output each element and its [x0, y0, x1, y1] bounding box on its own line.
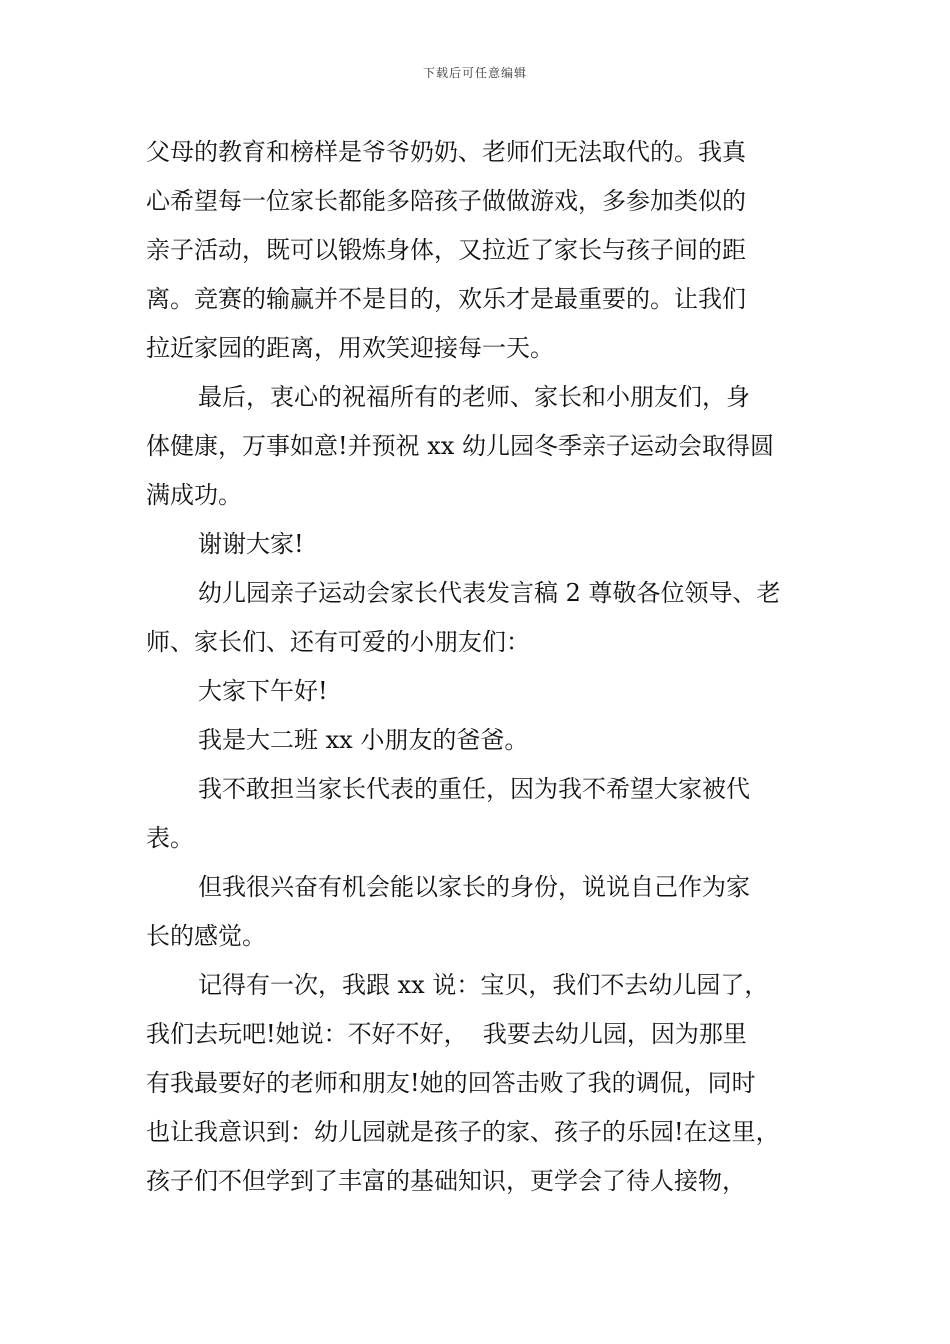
text-line: 长的感觉。 — [146, 922, 266, 950]
text-line: 幼儿园亲子运动会家长代表发言稿 2 尊敬各位领导、老 — [198, 579, 781, 607]
text-line: 亲子活动，既可以锻炼身体，又拉近了家长与孩子间的距 — [146, 236, 746, 264]
text-line: 师、家长们、还有可爱的小朋友们： — [146, 628, 530, 656]
text-line: 大家下午好! — [198, 677, 328, 705]
text-line: 孩子们不但学到了丰富的基础知识，更学会了待人接物， — [146, 1167, 746, 1195]
text-line: 也让我意识到：幼儿园就是孩子的家、孩子的乐园!在这里， — [146, 1118, 780, 1146]
text-line: 拉近家园的距离，用欢笑迎接每一天。 — [146, 334, 554, 362]
text-line: 最后，衷心的祝福所有的老师、家长和小朋友们，身 — [198, 383, 750, 411]
text-line: 谢谢大家! — [198, 530, 304, 558]
text-line: 我不敢担当家长代表的重任，因为我不希望大家被代 — [198, 775, 750, 803]
document-body — [146, 128, 836, 1206]
text-line: 有我最要好的老师和朋友!她的回答击败了我的调侃，同时 — [146, 1069, 756, 1097]
text-line: 心希望每一位家长都能多陪孩子做做游戏，多参加类似的 — [146, 187, 746, 215]
page-header: 下载后可任意编辑 — [422, 66, 527, 80]
text-line: 记得有一次，我跟 xx 说：宝贝，我们不去幼儿园了， — [198, 971, 769, 999]
text-line: 父母的教育和榜样是爷爷奶奶、老师们无法取代的。我真 — [146, 138, 746, 166]
text-line: 我们去玩吧!她说：不好不好， 我要去幼儿园，因为那里 — [146, 1020, 747, 1048]
text-line: 体健康，万事如意!并预祝 xx 幼儿园冬季亲子运动会取得圆 — [146, 432, 774, 460]
text-line: 表。 — [146, 824, 194, 852]
text-line: 离。竞赛的输赢并不是目的，欢乐才是最重要的。让我们 — [146, 285, 746, 313]
text-line: 满成功。 — [146, 481, 242, 509]
text-line: 但我很兴奋有机会能以家长的身份，说说自己作为家 — [198, 873, 750, 901]
text-line: 我是大二班 xx 小朋友的爸爸。 — [198, 726, 529, 754]
